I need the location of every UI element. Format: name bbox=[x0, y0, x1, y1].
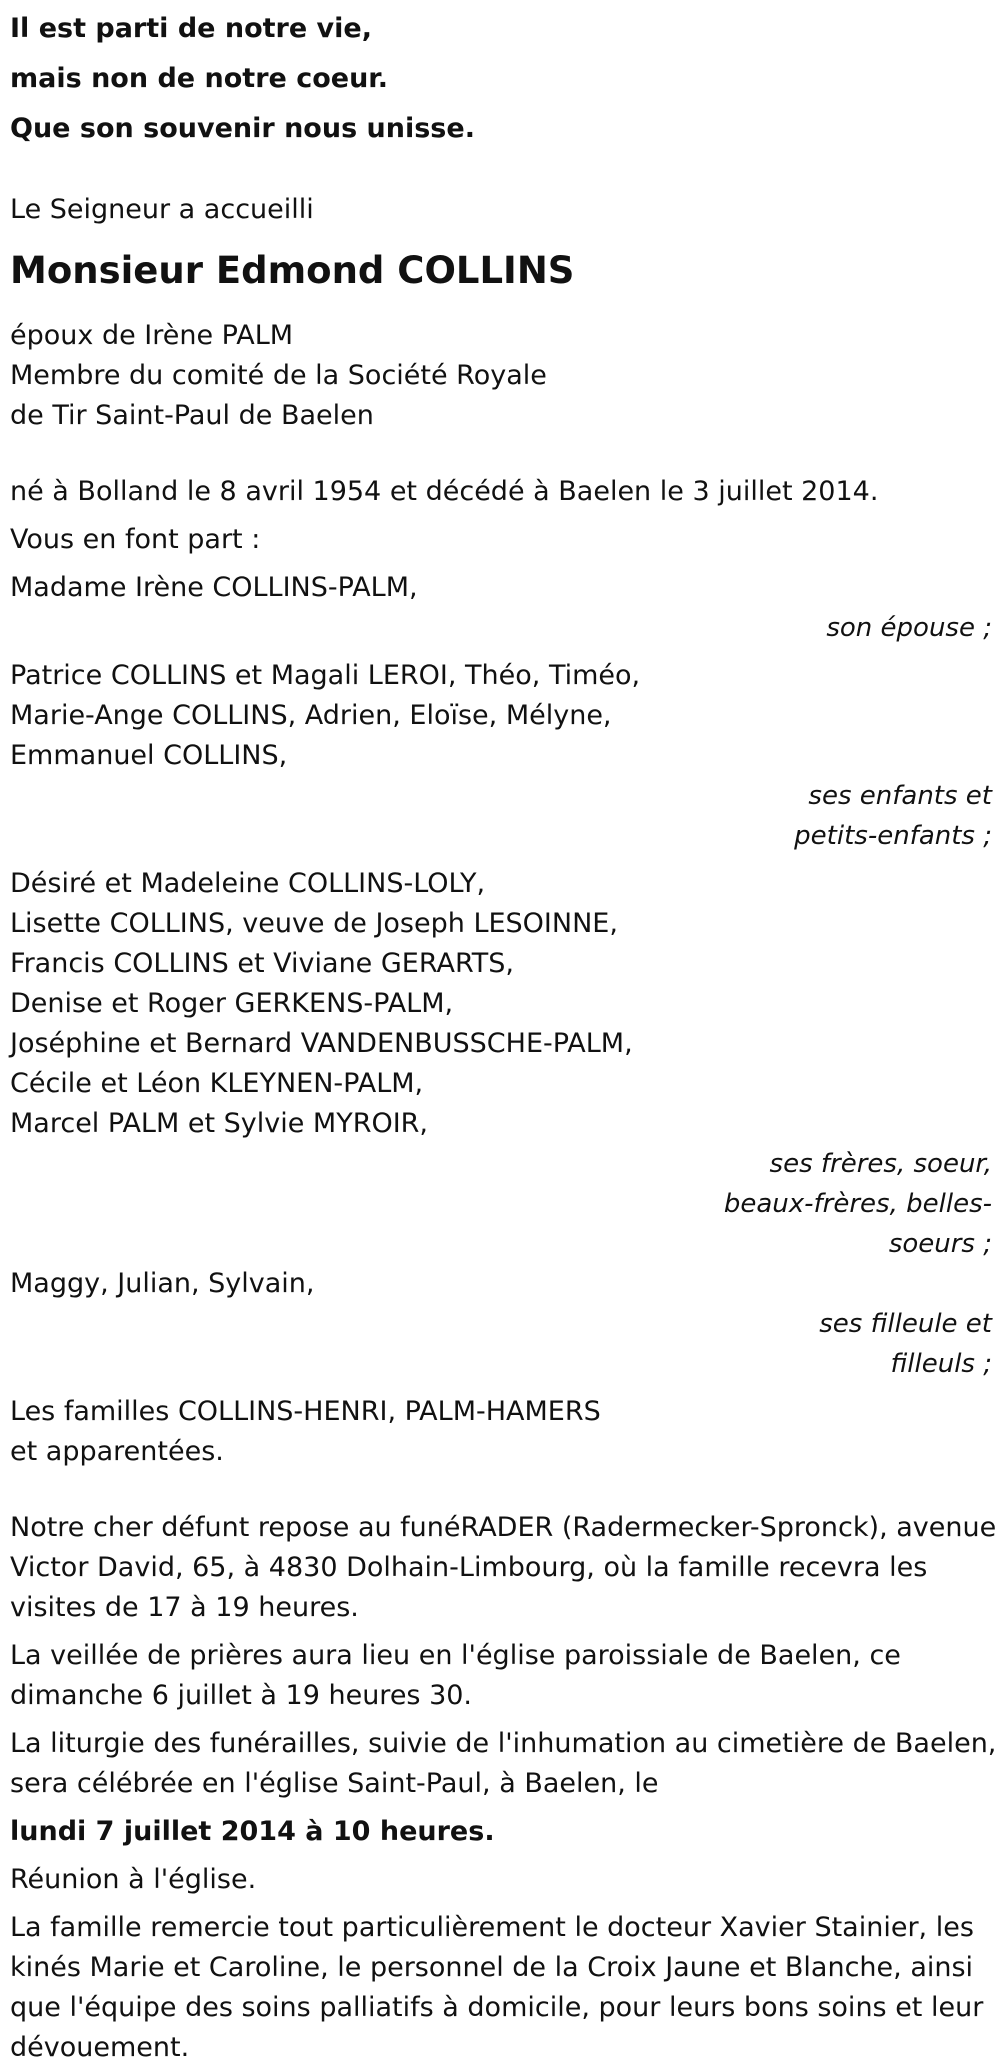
verse-line-1: Il est parti de notre vie, bbox=[10, 13, 372, 44]
funeral-date: lundi 7 juillet 2014 à 10 heures. bbox=[10, 1816, 495, 1847]
families-block bbox=[10, 1392, 1000, 1472]
family-name-line: Désiré et Madeleine COLLINS-LOLY, bbox=[10, 868, 486, 899]
liturgy-paragraph: La liturgie des funérailles, suivie de l'inhumation au cimetière de Baelen, sera célébrée en l'église Saint-Paul, à Baelen, le bbox=[10, 1728, 997, 1799]
relation-label: soeurs ; bbox=[888, 1229, 992, 1259]
birth-death-text: né à Bolland le 8 avril 1954 et décédé à Baelen le 3 juillet 2014. bbox=[10, 476, 879, 507]
families-line-2: et apparentées. bbox=[10, 1436, 224, 1467]
meeting-text: Réunion à l'église. bbox=[10, 1864, 257, 1895]
family-group-godchildren bbox=[10, 1264, 1000, 1384]
family-name-line: Marcel PALM et Sylvie MYROIR, bbox=[10, 1108, 429, 1139]
intro-text: Le Seigneur a accueilli bbox=[10, 194, 314, 225]
family-name-line: Marie-Ange COLLINS, Adrien, Eloïse, Mélyne, bbox=[10, 700, 612, 731]
relation-label: son épouse ; bbox=[826, 613, 992, 643]
announce-text: Vous en font part : bbox=[10, 524, 261, 555]
title-line-1: époux de Irène PALM bbox=[10, 320, 294, 351]
relation-label: ses enfants et bbox=[808, 781, 992, 811]
repose-paragraph: Notre cher défunt repose au funéRADER (Radermecker-Spronck), avenue Victor David, 65, à 4830 Dolhain-Limbourg, où la famille recevra les visites de 17 à 19 heures. bbox=[10, 1512, 997, 1623]
deceased-name: Monsieur Edmond COLLINS bbox=[10, 249, 575, 292]
families-line-1: Les familles COLLINS-HENRI, PALM-HAMERS bbox=[10, 1396, 601, 1427]
family-group-children bbox=[10, 656, 1000, 856]
family-name-line: Cécile et Léon KLEYNEN-PALM, bbox=[10, 1068, 424, 1099]
family-group-spouse bbox=[10, 568, 1000, 648]
relation-label: filleuls ; bbox=[890, 1349, 992, 1379]
verse-line-3: Que son souvenir nous unisse. bbox=[10, 113, 475, 144]
family-name-line: Joséphine et Bernard VANDENBUSSCHE-PALM, bbox=[10, 1028, 633, 1059]
thanks-paragraph: La famille remercie tout particulièrement le docteur Xavier Stainier, les kinés Marie et Caroline, le personnel de la Croix Jaune et Blanche, ainsi que l'équipe des soins palliatifs à domicile, pour leurs bons soins et leur dévouement. bbox=[10, 1912, 984, 2063]
title-line-2: Membre du comité de la Société Royale bbox=[10, 360, 547, 391]
vigil-paragraph: La veillée de prières aura lieu en l'église paroissiale de Baelen, ce dimanche 6 juillet à 19 heures 30. bbox=[10, 1640, 901, 1711]
relation-label: petits-enfants ; bbox=[794, 821, 992, 851]
family-name-line: Maggy, Julian, Sylvain, bbox=[10, 1268, 315, 1299]
family-name-line: Lisette COLLINS, veuve de Joseph LESOINNE, bbox=[10, 908, 618, 939]
family-name-line: Patrice COLLINS et Magali LEROI, Théo, Timéo, bbox=[10, 660, 641, 691]
title-line-3: de Tir Saint-Paul de Baelen bbox=[10, 400, 374, 431]
relation-label: ses frères, soeur, bbox=[769, 1149, 992, 1179]
relation-label: beaux-frères, belles- bbox=[723, 1189, 992, 1219]
family-name-line: Madame Irène COLLINS-PALM, bbox=[10, 572, 418, 603]
family-name-line: Emmanuel COLLINS, bbox=[10, 740, 288, 771]
titles-block bbox=[10, 316, 1000, 436]
family-name-line: Francis COLLINS et Viviane GERARTS, bbox=[10, 948, 515, 979]
verse bbox=[10, 4, 1000, 154]
family-group-siblings bbox=[10, 864, 1000, 1264]
verse-line-2: mais non de notre coeur. bbox=[10, 63, 389, 94]
family-name-line: Denise et Roger GERKENS-PALM, bbox=[10, 988, 454, 1019]
relation-label: ses filleule et bbox=[819, 1309, 992, 1339]
